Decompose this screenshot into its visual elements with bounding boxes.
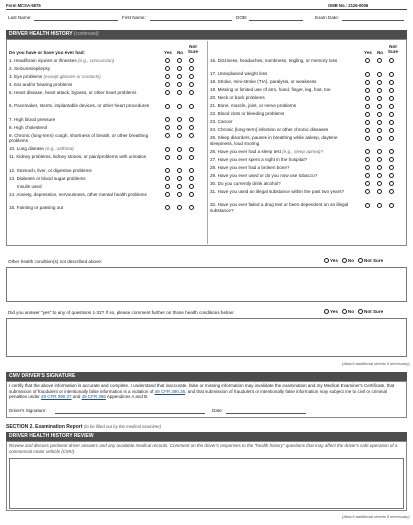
answer-yes-radio[interactable] xyxy=(165,176,170,181)
comment-no-label: No xyxy=(347,309,355,314)
question-text: Insulin used xyxy=(17,183,42,189)
answer-not-sure-radio[interactable] xyxy=(189,104,194,109)
history-question xyxy=(210,58,360,63)
answer-yes-radio[interactable] xyxy=(165,104,170,109)
history-question xyxy=(9,117,159,122)
question-text: 9. Chronic (long-term) cough, shortness of breath, or other breathing problems xyxy=(9,132,149,144)
question-text: 27. Have you ever spent a night in the hospital? xyxy=(210,156,308,162)
comment-not-sure-label: Not Sure xyxy=(364,309,384,314)
left-col-no: No xyxy=(176,50,184,55)
history-question xyxy=(9,205,159,210)
answer-no-radio[interactable] xyxy=(177,184,182,189)
history-question xyxy=(9,125,159,130)
left-col-not-sure xyxy=(186,44,200,54)
question-text: 1. Head/brain injuries or illnesses xyxy=(9,58,78,63)
left-col-yes: Yes xyxy=(164,50,172,55)
answer-no-radio[interactable] xyxy=(177,147,182,152)
answer-no-radio[interactable] xyxy=(377,112,382,117)
history-question xyxy=(210,79,360,84)
answer-yes-radio[interactable] xyxy=(165,192,170,197)
answer-not-sure-radio[interactable] xyxy=(389,88,394,93)
signature-date-label: Date: xyxy=(212,408,223,413)
history-question xyxy=(210,149,360,154)
question-text: 29. Have you ever used or do you now use tobacco? xyxy=(210,172,318,178)
exam-date-label: Exam Date: xyxy=(315,15,339,20)
history-question xyxy=(9,58,159,63)
question-text: 19. Missing or limited use of arm, hand, finger, leg, foot, toe xyxy=(210,87,331,93)
answer-not-sure-radio[interactable] xyxy=(389,136,394,141)
driver-signature-field[interactable] xyxy=(55,413,205,414)
answer-yes-radio[interactable] xyxy=(365,203,370,208)
history-question xyxy=(210,87,360,92)
cfr-390-37-link[interactable]: 49 CFR 390.37 xyxy=(41,394,72,400)
question-text: 18. Stroke, mini-stroke (TIA), paralysis, or weakness xyxy=(210,79,317,85)
history-question xyxy=(210,71,360,76)
answer-not-sure-radio[interactable] xyxy=(389,203,394,208)
question-text: 32. Have you ever failed a drug test or been dependent on an illegal substance? xyxy=(210,202,349,213)
section2-heading xyxy=(6,424,161,430)
question-text: 5. Heart disease, heart attack, bypass, or other heart problems xyxy=(9,90,137,95)
history-question xyxy=(9,90,159,95)
question-note: (except glasses or contacts) xyxy=(43,74,101,79)
comment-yes-label: Yes xyxy=(330,309,338,314)
answer-no-radio[interactable] xyxy=(177,176,182,181)
cert-text-4: Appendices A and B. xyxy=(105,394,149,400)
cert-text-3: and xyxy=(71,394,82,400)
exam-date-field[interactable] xyxy=(342,20,404,21)
question-text: 2. Seizures/epilepsy xyxy=(9,66,51,71)
history-question xyxy=(210,165,360,170)
answer-no-radio[interactable] xyxy=(377,128,382,133)
answer-not-sure-radio[interactable] xyxy=(389,72,394,77)
certification-text xyxy=(9,383,405,400)
comment-yes-radio[interactable] xyxy=(324,309,329,314)
history-title-bar xyxy=(6,30,407,39)
question-text: 17. Unexplained weight loss xyxy=(210,71,268,77)
history-question xyxy=(9,66,159,71)
history-question xyxy=(210,127,360,132)
answer-yes-radio[interactable] xyxy=(365,72,370,77)
history-question xyxy=(9,103,159,108)
signature-title: CMV DRIVER'S SIGNATURE xyxy=(9,373,76,379)
form-id: Form MCSA-5875 xyxy=(6,3,41,8)
question-text: 21. Bone, muscle, joint, or nerve problems xyxy=(210,103,297,109)
history-question xyxy=(210,95,360,100)
question-text: 22. Blood clots or bleeding problems xyxy=(210,111,285,117)
cfr-386-link[interactable]: 49 CFR 386 xyxy=(81,394,106,400)
answer-not-sure-radio[interactable] xyxy=(389,80,394,85)
question-text: 4. Ear and/or hearing problems xyxy=(9,82,73,87)
answer-yes-radio[interactable] xyxy=(365,88,370,93)
other-yes-radio[interactable] xyxy=(324,258,329,263)
cert-text-1: I certify that the above information is accurate and complete. I understand that inaccurate, false or missing information may invalidate the examination and my Medical Examiner's Certificate, that submission of fraudulent or intentionally false information is a violation of xyxy=(9,383,395,394)
answer-yes-radio[interactable] xyxy=(165,184,170,189)
history-title-note: (continued) xyxy=(73,31,99,37)
right-col-not: Not xyxy=(389,44,397,49)
last-name-field[interactable] xyxy=(34,20,118,21)
section2-title: SECTION 2. Examination Report xyxy=(6,424,83,430)
signature-date-field[interactable] xyxy=(226,413,306,414)
question-text: 31. Have you used an illegal substance within the past two years? xyxy=(210,188,345,194)
other-no-label: No xyxy=(347,258,355,263)
history-question xyxy=(210,103,360,108)
answer-no-radio[interactable] xyxy=(177,192,182,197)
answer-yes-radio[interactable] xyxy=(365,128,370,133)
history-title: DRIVER HEALTH HISTORY xyxy=(9,31,73,37)
question-text: 24. Chronic (long-term) infection or other chronic diseases xyxy=(210,127,329,133)
question-note: (e.g., sleep apnea)? xyxy=(282,148,324,154)
answer-not-sure-radio[interactable] xyxy=(189,155,194,160)
answer-no-radio[interactable] xyxy=(377,88,382,93)
question-text: 14. Anxiety, depression, nervousness, other mental health problems xyxy=(9,191,147,197)
history-question xyxy=(17,184,167,189)
answer-not-sure-radio[interactable] xyxy=(189,168,194,173)
question-text: 23. Cancer xyxy=(210,119,233,125)
other-conditions-label: Other health condition(s) not described above: xyxy=(8,259,103,264)
history-question xyxy=(9,154,159,159)
answer-not-sure-radio[interactable] xyxy=(389,128,394,133)
history-question xyxy=(210,135,360,146)
history-question xyxy=(210,202,360,213)
cert-text-2: , and that submission of fraudulent or intentionally false information may subject me to civil or criminal penalties under xyxy=(9,388,387,400)
answer-no-radio[interactable] xyxy=(377,136,382,141)
review-instructions: Review and discuss pertinent driver answers and any available medical records. Comment on the driver's responses to the "health history" questions that may affect the driver's safe operation of a commercial motor vehicle (CMV). xyxy=(9,443,398,454)
history-question xyxy=(9,168,159,173)
answer-yes-radio[interactable] xyxy=(365,80,370,85)
answer-not-sure-radio[interactable] xyxy=(189,147,194,152)
comment-textarea[interactable] xyxy=(6,318,407,357)
history-question xyxy=(9,74,159,79)
answer-yes-radio[interactable] xyxy=(165,155,170,160)
right-col-yes: Yes xyxy=(364,50,372,55)
right-col-no: No xyxy=(376,50,384,55)
answer-not-sure-radio[interactable] xyxy=(189,176,194,181)
question-text: 10. Lung disease xyxy=(9,146,46,152)
signature-title-bar xyxy=(6,372,407,381)
history-divider xyxy=(207,41,208,244)
answer-not-sure-radio[interactable] xyxy=(389,112,394,117)
question-text: 7. High blood pressure xyxy=(9,116,56,122)
answer-yes-radio[interactable] xyxy=(165,147,170,152)
answer-not-sure-radio[interactable] xyxy=(189,192,194,197)
answer-yes-radio[interactable] xyxy=(365,120,370,125)
history-question xyxy=(9,82,159,87)
section2-note: (to be filled out by the medical examiner) xyxy=(83,424,162,429)
history-question xyxy=(210,173,360,178)
review-textarea[interactable] xyxy=(9,458,404,509)
omb-number: OMB No.: 2126-0006 xyxy=(328,3,369,8)
history-question xyxy=(210,181,360,186)
answer-not-sure-radio[interactable] xyxy=(389,120,394,125)
left-col-sure: Sure xyxy=(187,49,199,54)
comment-question-label: Did you answer "yes" to any of questions 1-32? If so, please comment further on those health conditions below: xyxy=(8,310,235,315)
question-text: 15. Fainting or passing out xyxy=(9,205,64,210)
history-question-label: Do you have or have you ever had: xyxy=(9,50,86,55)
answer-no-radio[interactable] xyxy=(377,104,382,109)
question-text: 13. Diabetes or blood sugar problems xyxy=(9,175,86,181)
question-text: 8. High cholesterol xyxy=(9,124,48,130)
answer-no-radio[interactable] xyxy=(377,203,382,208)
history-question xyxy=(210,119,360,124)
other-not-sure-radio[interactable] xyxy=(358,258,363,263)
answer-yes-radio[interactable] xyxy=(165,168,170,173)
left-col-not: Not xyxy=(189,44,197,49)
review-attach-note: (Attach additional sheets if necessary) xyxy=(342,514,410,519)
question-text: 20. Neck or back problems xyxy=(210,95,265,101)
question-text: 25. Sleep disorders, pauses in breathing while asleep, daytime sleepiness, loud snoring xyxy=(210,135,338,146)
answer-no-radio[interactable] xyxy=(377,80,382,85)
right-col-sure: Sure xyxy=(387,49,399,54)
question-text: 16. Dizziness, headaches, numbness, tingling, or memory loss xyxy=(210,58,338,63)
history-question xyxy=(9,192,159,197)
history-question xyxy=(210,189,360,194)
review-title-bar xyxy=(6,432,407,441)
last-name-label: Last Name: xyxy=(8,15,32,20)
other-yes-label: Yes xyxy=(330,258,338,263)
question-note: (e.g., concussion) xyxy=(77,58,115,63)
dob-field[interactable] xyxy=(249,20,303,21)
dob-label: DOB: xyxy=(236,15,248,20)
answer-no-radio[interactable] xyxy=(377,72,382,77)
answer-not-sure-radio[interactable] xyxy=(389,96,394,101)
answer-not-sure-radio[interactable] xyxy=(189,184,194,189)
comment-options xyxy=(324,309,387,314)
other-conditions-textarea[interactable] xyxy=(6,267,407,302)
question-text: 11. Kidney problems, kidney stones, or pain/problems with urination xyxy=(9,154,147,160)
history-question xyxy=(210,157,360,162)
first-name-field[interactable] xyxy=(150,20,232,21)
answer-yes-radio[interactable] xyxy=(365,112,370,117)
other-no-radio[interactable] xyxy=(342,258,347,263)
answer-no-radio[interactable] xyxy=(177,168,182,173)
question-text: 30. Do you currently drink alcohol? xyxy=(210,180,281,186)
history-question xyxy=(210,111,360,116)
answer-no-radio[interactable] xyxy=(377,120,382,125)
answer-yes-radio[interactable] xyxy=(365,136,370,141)
question-text: 28. Have you ever had a broken bone? xyxy=(210,164,290,170)
answer-yes-radio[interactable] xyxy=(365,104,370,109)
answer-not-sure-radio[interactable] xyxy=(389,104,394,109)
driver-signature-label: Driver's Signature: xyxy=(9,408,47,413)
other-conditions-options xyxy=(324,258,387,263)
comment-not-sure-radio[interactable] xyxy=(358,309,363,314)
answer-no-radio[interactable] xyxy=(377,96,382,101)
header-rule xyxy=(6,9,407,10)
other-not-sure-label: Not Sure xyxy=(364,258,384,263)
history-question xyxy=(9,133,159,144)
question-text: 3. Eye problems xyxy=(9,74,44,79)
question-text: 12. Stomach, liver, or digestive problems xyxy=(9,167,92,173)
answer-no-radio[interactable] xyxy=(177,155,182,160)
comment-attach-note: (Attach additional sheets if necessary) xyxy=(342,361,410,366)
history-question xyxy=(9,146,159,151)
history-question xyxy=(9,176,159,181)
review-title: DRIVER HEALTH HISTORY REVIEW xyxy=(9,433,94,439)
first-name-label: First Name: xyxy=(122,15,146,20)
cfr-390-35-link[interactable]: 49 CFR 390.35 xyxy=(154,388,186,394)
question-note: (e.g., asthma) xyxy=(45,146,74,152)
answer-yes-radio[interactable] xyxy=(365,96,370,101)
question-text: 26. Have you ever had a sleep test xyxy=(210,148,283,154)
answer-no-radio[interactable] xyxy=(177,104,182,109)
comment-no-radio[interactable] xyxy=(342,309,347,314)
right-col-not-sure xyxy=(386,44,400,54)
question-text: 6. Pacemaker, stents, implantable devices, or other heart procedures xyxy=(9,103,150,109)
